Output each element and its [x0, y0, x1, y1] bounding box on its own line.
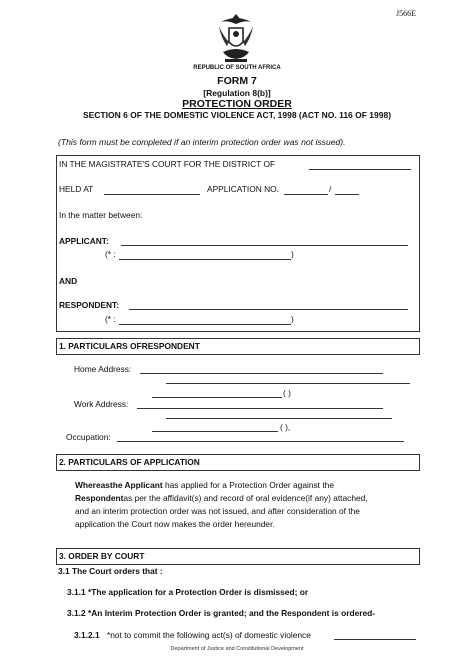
applicant-id-field[interactable] — [119, 259, 291, 260]
clause-3-1-1: 3.1.1 *The application for a Protection Order is dismissed; or — [67, 587, 309, 597]
occupation-label: Occupation: — [66, 432, 111, 442]
section-reference: SECTION 6 OF THE DOMESTIC VIOLENCE ACT, 1998 (ACT NO. 116 OF 1998) — [82, 110, 392, 120]
applicant-field[interactable] — [121, 245, 408, 246]
application-year-field[interactable] — [335, 194, 359, 195]
respondent-id-close: ) — [291, 314, 294, 324]
clause-3-1-2: 3.1.2 *An Interim Protection Order is granted; and the Respondent is ordered- — [67, 608, 376, 618]
page-title: PROTECTION ORDER — [182, 98, 292, 110]
applicant-label: APPLICANT: — [59, 236, 109, 246]
work-address-code: ( ), — [280, 422, 291, 432]
home-address-line-3[interactable] — [152, 397, 282, 398]
application-no-field[interactable] — [284, 194, 328, 195]
application-no-separator: / — [329, 184, 332, 194]
section-1-heading: 1. PARTICULARS OFRESPONDENT — [59, 341, 200, 351]
applicant-id-close: ) — [291, 249, 294, 259]
home-address-code: ( ) — [283, 388, 291, 398]
whereas-text: Whereas — [75, 480, 110, 490]
home-address-label: Home Address: — [74, 364, 132, 374]
application-paragraph-line-4: application the Court now makes the order hereunder. — [75, 519, 275, 529]
instruction-note: (This form must be completed if an interim protection order was not issued). — [58, 137, 346, 147]
application-no-label: APPLICATION NO. — [207, 184, 279, 194]
regulation-label: [Regulation 8(b)] — [203, 88, 271, 98]
the-applicant-text: the Applicant — [109, 480, 163, 490]
clause-3-1: 3.1 The Court orders that : — [58, 566, 163, 576]
republic-label: REPUBLIC OF SOUTH AFRICA — [193, 65, 281, 71]
home-address-line-1[interactable] — [140, 373, 383, 374]
section-3-heading-box — [56, 548, 420, 565]
held-at-field[interactable] — [104, 194, 200, 195]
application-paragraph-line-3: and an interim protection order was not issued, and after consideration of the — [75, 506, 360, 516]
respondent-id-field[interactable] — [119, 324, 291, 325]
held-at-label: HELD AT — [59, 184, 94, 194]
respondent-field[interactable] — [129, 309, 408, 310]
section-3-heading: 3. ORDER BY COURT — [59, 551, 145, 561]
domestic-violence-acts-field[interactable] — [334, 639, 416, 640]
footer-department: Department of Justice and Constitutional Development — [170, 646, 304, 652]
section-1-heading-box — [56, 338, 420, 355]
clause-3-1-2-1-number: 3.1.2.1 — [74, 630, 100, 640]
form-code: J566E — [396, 9, 416, 18]
respondent-label: RESPONDENT: — [59, 300, 120, 310]
occupation-field[interactable] — [117, 441, 404, 442]
application-paragraph-line-1 — [75, 480, 334, 490]
affidavit-text: as per the affidavit(s) and record of oral evidence(if any) attached, — [123, 493, 368, 503]
home-address-line-2[interactable] — [166, 383, 410, 384]
clause-3-1-2-1-text: *not to commit the following act(s) of domestic violence — [107, 630, 311, 640]
applicant-id-prefix: (* : — [105, 249, 116, 259]
section-2-heading-box — [56, 454, 420, 471]
respondent-text: Respondent — [75, 493, 124, 503]
district-field[interactable] — [309, 169, 411, 170]
work-address-line-3[interactable] — [152, 431, 278, 432]
matter-between-label: In the matter between: — [59, 210, 143, 220]
court-details-box — [56, 155, 420, 332]
form-number: FORM 7 — [217, 75, 257, 87]
and-label: AND — [59, 276, 78, 286]
work-address-label: Work Address: — [74, 399, 129, 409]
work-address-line-1[interactable] — [137, 408, 383, 409]
application-paragraph-line-2 — [75, 493, 368, 503]
coat-of-arms-icon — [215, 12, 257, 64]
applied-text: has applied for a Protection Order against the — [162, 480, 334, 490]
magistrate-court-label: IN THE MAGISTRATE'S COURT FOR THE DISTRICT OF — [59, 159, 276, 169]
respondent-id-prefix: (* : — [105, 314, 116, 324]
section-2-heading: 2. PARTICULARS OF APPLICATION — [59, 457, 200, 467]
work-address-line-2[interactable] — [166, 418, 392, 419]
